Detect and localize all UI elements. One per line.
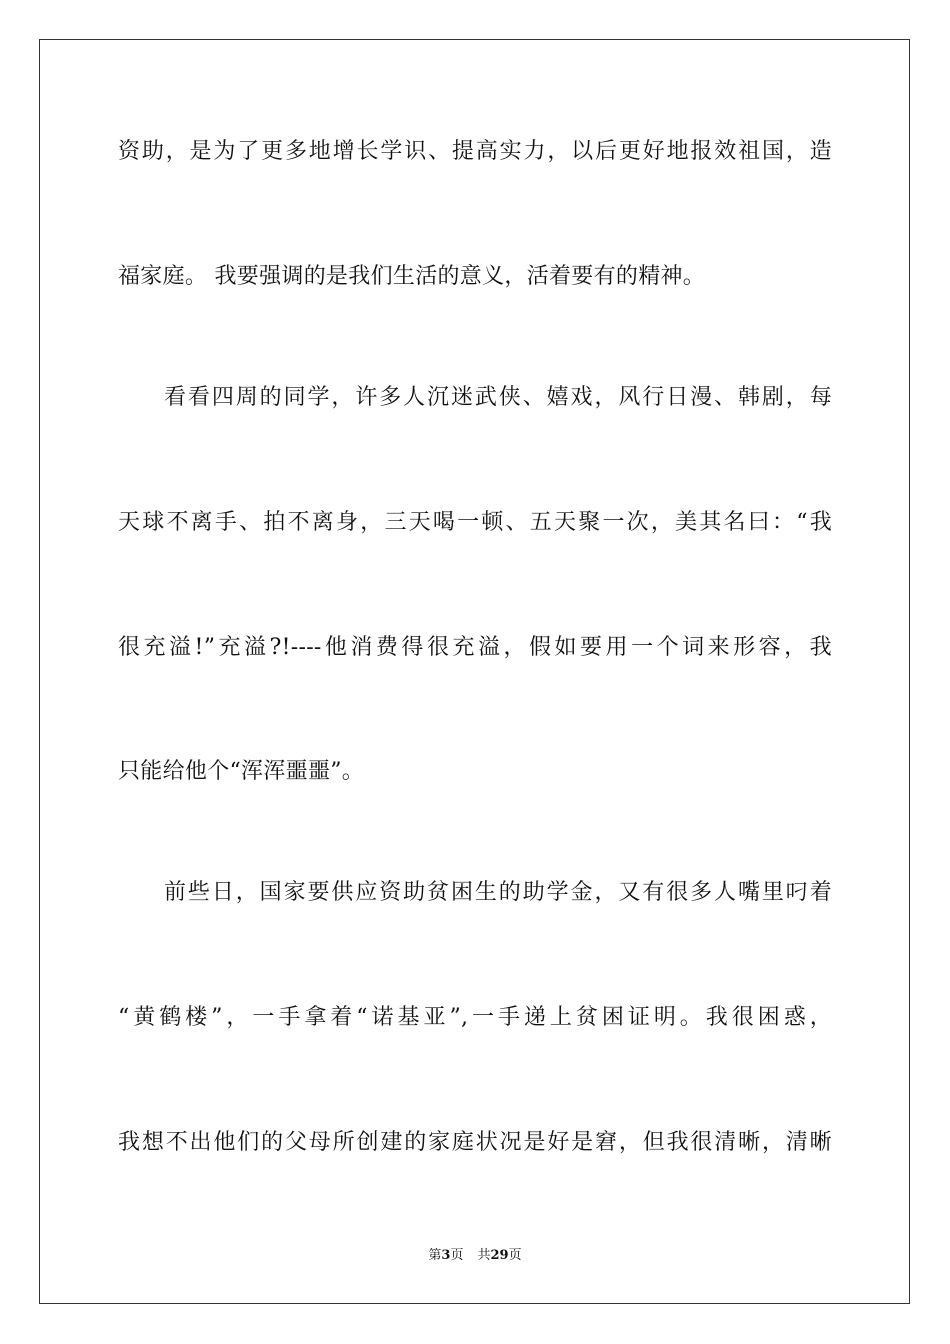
footer-page-prefix: 第	[428, 1248, 442, 1263]
page-border	[39, 39, 910, 1304]
footer-page-number: 3	[441, 1248, 451, 1263]
text-line-6: 只能给他个“浑浑噩噩”。	[118, 759, 365, 784]
page-footer	[0, 1247, 950, 1265]
text-line-2: 福家庭。 我要强调的是我们生活的意义，活着要有的精神。	[118, 264, 706, 289]
footer-total-prefix: 共	[477, 1248, 491, 1263]
text-line-1: 资助，是为了更多地增长学识、提高实力，以后更好地报效祖国，造	[118, 139, 832, 164]
footer-page-suffix: 页	[450, 1248, 464, 1263]
text-line-5: 很充溢!”充溢?!----他消费得很充溢，假如要用一个词来形容，我	[118, 635, 832, 660]
text-line-8: “黄鹤楼”，一手拿着“诺基亚”,一手递上贫困证明。我很困惑，	[118, 1005, 832, 1030]
text-line-4: 天球不离手、拍不离身，三天喝一顿、五天聚一次，美其名曰：“我	[118, 510, 832, 535]
text-line-7: 前些日，国家要供应资助贫困生的助学金，又有很多人嘴里叼着	[164, 880, 832, 905]
footer-total-pages: 29	[490, 1248, 509, 1263]
footer-total-suffix: 页	[508, 1248, 522, 1263]
text-line-3: 看看四周的同学，许多人沉迷武侠、嬉戏，风行日漫、韩剧，每	[164, 385, 832, 410]
text-line-9: 我想不出他们的父母所创建的家庭状况是好是窘，但我很清晰，清晰	[118, 1130, 832, 1155]
